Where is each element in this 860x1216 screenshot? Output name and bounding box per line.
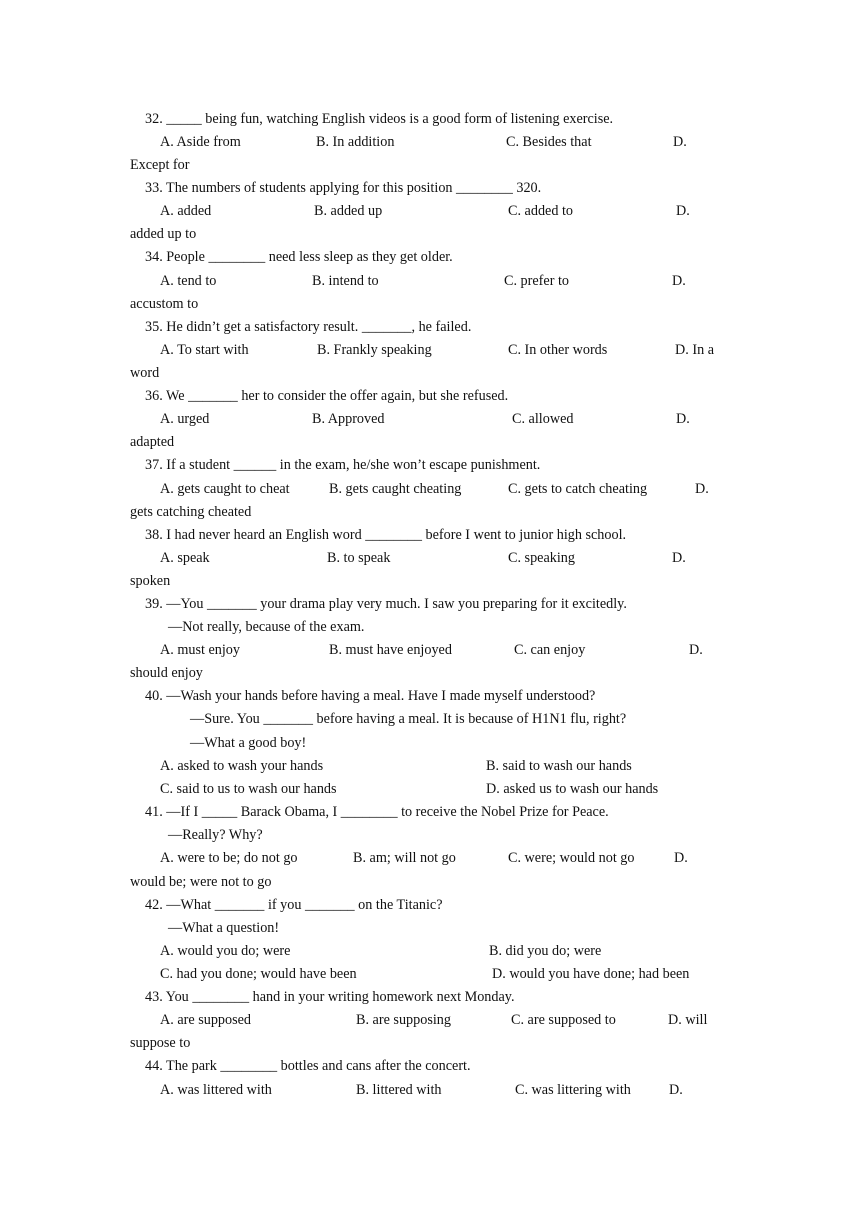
question-42-dialogue-line: —What a question! — [168, 920, 280, 936]
question-32-stem: 32. _____ being fun, watching English videos is a good form of listening exercise. — [145, 111, 614, 127]
question-42-option-d: D. would you have done; had been — [492, 966, 690, 982]
question-36-option-b: B. Approved — [312, 411, 385, 427]
question-41-option-b: B. am; will not go — [353, 850, 456, 866]
question-40-dialogue-line-1: —Sure. You _______ before having a meal. It is because of H1N1 flu, right? — [190, 711, 627, 727]
question-40-stem: 40. —Wash your hands before having a meal. Have I made myself understood? — [145, 688, 596, 704]
question-38-option-a: A. speak — [160, 550, 210, 566]
question-38-stem: 38. I had never heard an English word ________ before I went to junior high school. — [145, 527, 627, 543]
question-44-option-a: A. was littered with — [160, 1082, 272, 1098]
question-36-option-d: D. — [676, 411, 690, 427]
question-44-option-b: B. littered with — [356, 1082, 442, 1098]
question-34-stem: 34. People ________ need less sleep as they get older. — [145, 249, 453, 265]
question-38-option-b: B. to speak — [327, 550, 391, 566]
question-43-option-d: D. will — [668, 1012, 708, 1028]
question-34-option-c: C. prefer to — [504, 273, 570, 289]
question-38-option-d-wrap: spoken — [130, 573, 171, 589]
question-42-option-a: A. would you do; were — [160, 943, 291, 959]
question-38-option-c: C. speaking — [508, 550, 575, 566]
question-41-stem: 41. —If I _____ Barack Obama, I ________ to receive the Nobel Prize for Peace. — [145, 804, 609, 820]
question-35-option-d-wrap: word — [130, 365, 160, 381]
question-34-option-b: B. intend to — [312, 273, 379, 289]
question-37-option-d: D. — [695, 481, 709, 497]
question-40-option-b: B. said to wash our hands — [486, 758, 632, 774]
question-43-option-c: C. are supposed to — [511, 1012, 616, 1028]
question-39-stem: 39. —You _______ your drama play very much. I saw you preparing for it excitedly. — [145, 596, 627, 612]
question-35-stem: 35. He didn’t get a satisfactory result. _______, he failed. — [145, 319, 472, 335]
question-39-option-d-wrap: should enjoy — [130, 665, 203, 681]
question-42-option-b: B. did you do; were — [489, 943, 602, 959]
question-36-option-a: A. urged — [160, 411, 210, 427]
question-33-option-c: C. added to — [508, 203, 574, 219]
question-41-dialogue-line: —Really? Why? — [168, 827, 263, 843]
question-43-option-d-wrap: suppose to — [130, 1035, 191, 1051]
question-39-option-b: B. must have enjoyed — [329, 642, 452, 658]
question-35-option-b: B. Frankly speaking — [317, 342, 432, 358]
question-33-option-d-wrap: added up to — [130, 226, 197, 242]
question-37-stem: 37. If a student ______ in the exam, he/she won’t escape punishment. — [145, 457, 541, 473]
question-44-option-c: C. was littering with — [515, 1082, 631, 1098]
question-42-option-c: C. had you done; would have been — [160, 966, 357, 982]
question-39-dialogue-line: —Not really, because of the exam. — [168, 619, 365, 635]
question-33-stem: 33. The numbers of students applying for this position ________ 320. — [145, 180, 542, 196]
question-39-option-d: D. — [689, 642, 703, 658]
question-40-option-c: C. said to us to wash our hands — [160, 781, 337, 797]
question-33-option-d: D. — [676, 203, 690, 219]
question-34-option-a: A. tend to — [160, 273, 217, 289]
question-33-option-a: A. added — [160, 203, 212, 219]
question-35-option-d: D. In a — [675, 342, 715, 358]
question-32-option-b: B. In addition — [316, 134, 395, 150]
question-37-option-c: C. gets to catch cheating — [508, 481, 648, 497]
question-43-stem: 43. You ________ hand in your writing homework next Monday. — [145, 989, 515, 1005]
question-32-option-a: A. Aside from — [160, 134, 241, 150]
question-41-option-d-wrap: would be; were not to go — [130, 874, 272, 890]
question-37-option-d-wrap: gets catching cheated — [130, 504, 252, 520]
question-39-option-c: C. can enjoy — [514, 642, 586, 658]
question-32-option-d-wrap: Except for — [130, 157, 190, 173]
question-39-option-a: A. must enjoy — [160, 642, 240, 658]
question-40-option-d: D. asked us to wash our hands — [486, 781, 659, 797]
question-44-stem: 44. The park ________ bottles and cans after the concert. — [145, 1058, 471, 1074]
question-41-option-c: C. were; would not go — [508, 850, 635, 866]
question-35-option-c: C. In other words — [508, 342, 608, 358]
question-37-option-b: B. gets caught cheating — [329, 481, 462, 497]
question-38-option-d: D. — [672, 550, 686, 566]
question-32-option-d: D. — [673, 134, 687, 150]
question-41-option-a: A. were to be; do not go — [160, 850, 298, 866]
question-41-option-d: D. — [674, 850, 688, 866]
question-42-stem: 42. —What _______ if you _______ on the Titanic? — [145, 897, 443, 913]
question-33-option-b: B. added up — [314, 203, 383, 219]
question-35-option-a: A. To start with — [160, 342, 249, 358]
question-43-option-b: B. are supposing — [356, 1012, 451, 1028]
question-36-option-d-wrap: adapted — [130, 434, 175, 450]
question-37-option-a: A. gets caught to cheat — [160, 481, 290, 497]
question-34-option-d: D. — [672, 273, 686, 289]
question-36-option-c: C. allowed — [512, 411, 574, 427]
question-40-dialogue-line-2: —What a good boy! — [190, 735, 307, 751]
question-44-option-d: D. — [669, 1082, 683, 1098]
question-43-option-a: A. are supposed — [160, 1012, 252, 1028]
question-32-option-c: C. Besides that — [506, 134, 592, 150]
question-34-option-d-wrap: accustom to — [130, 296, 199, 312]
question-36-stem: 36. We _______ her to consider the offer again, but she refused. — [145, 388, 509, 404]
question-40-option-a: A. asked to wash your hands — [160, 758, 324, 774]
